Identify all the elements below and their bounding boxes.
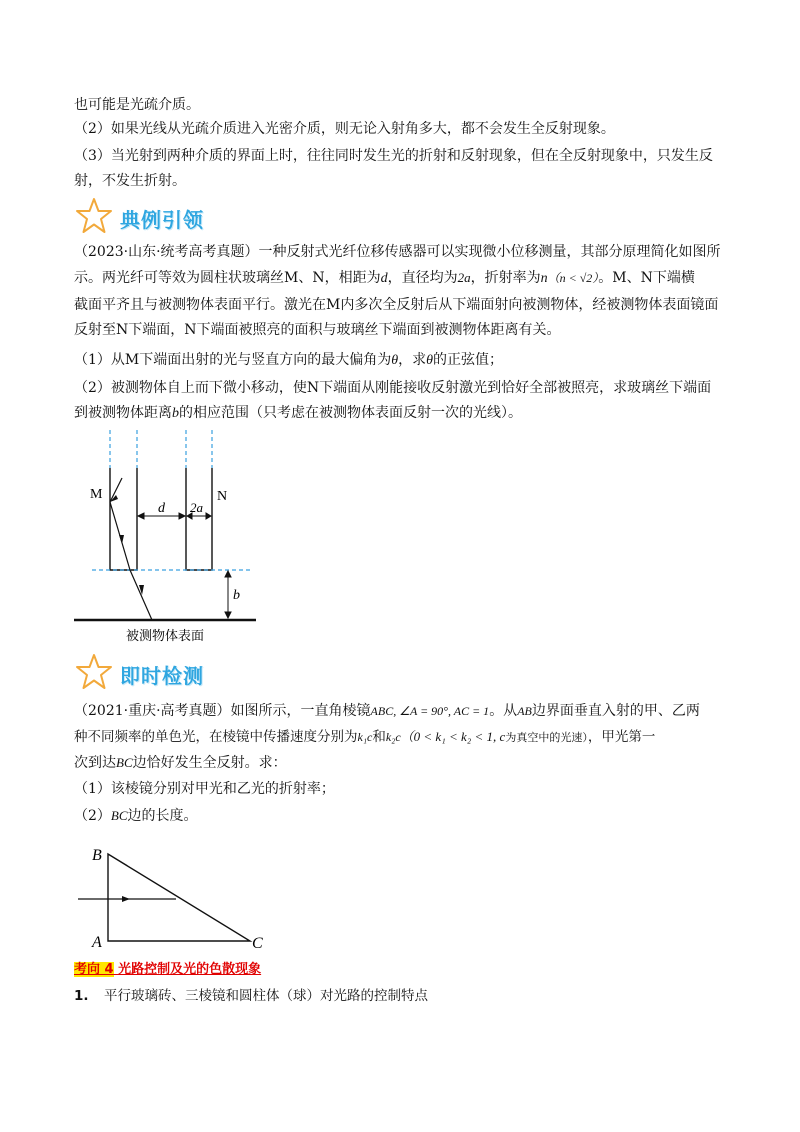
heading-practice-text: 即时检测 [120,664,204,688]
practice-line-1: （2021·重庆·高考真题）如图所示，一直角棱镜ABC, ∠A = 90°, AC = 1。从AB边界面垂直入射的甲、乙两 [74,703,700,719]
practice-q2: （2）BC边的长度。 [74,808,198,824]
example-line-3: 截面平齐且与被测物体表面平行。激光在M内多次全反射后从下端面射向被测物体，经被测物体表面镜面 [74,297,719,313]
intro-line-4: 射，不发生折射。 [74,173,186,189]
intro-line-3: （3）当光射到两种介质的界面上时，往往同时发生光的折射和反射现象，但在全反射现象中，只发生反 [74,148,713,164]
prism-diagram [70,840,280,955]
label-n: N [217,489,228,504]
example-q2-line-1: （2）被测物体自上而下微小移动，使N下端面从刚能接收反射激光到恰好全部被照亮，求玻璃丝下端面 [74,380,712,396]
label-m: M [90,487,103,502]
surface-caption: 被测物体表面 [126,629,205,644]
star-icon [74,196,114,236]
fiber-m [110,468,137,570]
label-vertex-c: C [252,935,263,952]
label-b: b [233,588,240,603]
section-title [74,958,261,977]
example-line-4: 反射至N下端面，N下端面被照亮的面积与玻璃丝下端面到被测物体距离有关。 [74,322,561,338]
practice-line-3: 次到达BC边恰好发生全反射。求： [74,755,287,771]
fiber-n [186,468,212,570]
item-1-text: 平行玻璃砖、三棱镜和圆柱体（球）对光路的控制特点 [104,988,428,1004]
heading-practice [74,652,274,696]
practice-q1: （1）该棱镜分别对甲光和乙光的折射率； [74,781,335,797]
section-number: 考向 4 [74,962,114,977]
item-1 [74,985,728,1007]
example-line-2: 示。两光纤可等效为圆柱状玻璃丝M、N，相距为d，直径均为2a，折射率为n（n < √2）。M、N下端横 [74,270,695,286]
example-q1: （1）从M下端面出射的光与竖直方向的最大偏角为θ，求θ的正弦值； [74,352,504,368]
practice-line-2: 种不同频率的单色光，在棱镜中传播速度分别为k₁c和k₂c（0 < k₁ < k₂ < 1, c为真空中的光速），甲光第一 [74,729,656,745]
label-vertex-b: B [92,847,102,864]
example-q2-line-2: 到被测物体距离b的相应范围（只考虑在被测物体表面反射一次的光线）。 [74,405,522,421]
fiber-top-dashes [110,430,212,468]
prism-triangle [108,854,250,941]
fiber-diagram [70,428,270,648]
heading-example [74,196,274,240]
label-2a: 2a [190,500,203,515]
star-icon [74,652,114,692]
intro-line-2: （2）如果光线从光疏介质进入光密介质，则无论入射角多大，都不会发生全反射现象。 [74,121,615,137]
heading-example-text: 典例引领 [120,208,204,232]
section-title-text: 光路控制及光的色散现象 [113,962,262,977]
label-d: d [158,501,165,516]
intro-line-1: 也可能是光疏介质。 [74,97,200,113]
label-vertex-a: A [92,934,102,951]
b-dimension [225,571,231,618]
item-1-number: 1. [74,988,89,1004]
example-line-1: （2023·山东·统考高考真题）一种反射式光纤位移传感器可以实现微小位移测量，其部分原理简化如图所 [74,244,721,260]
